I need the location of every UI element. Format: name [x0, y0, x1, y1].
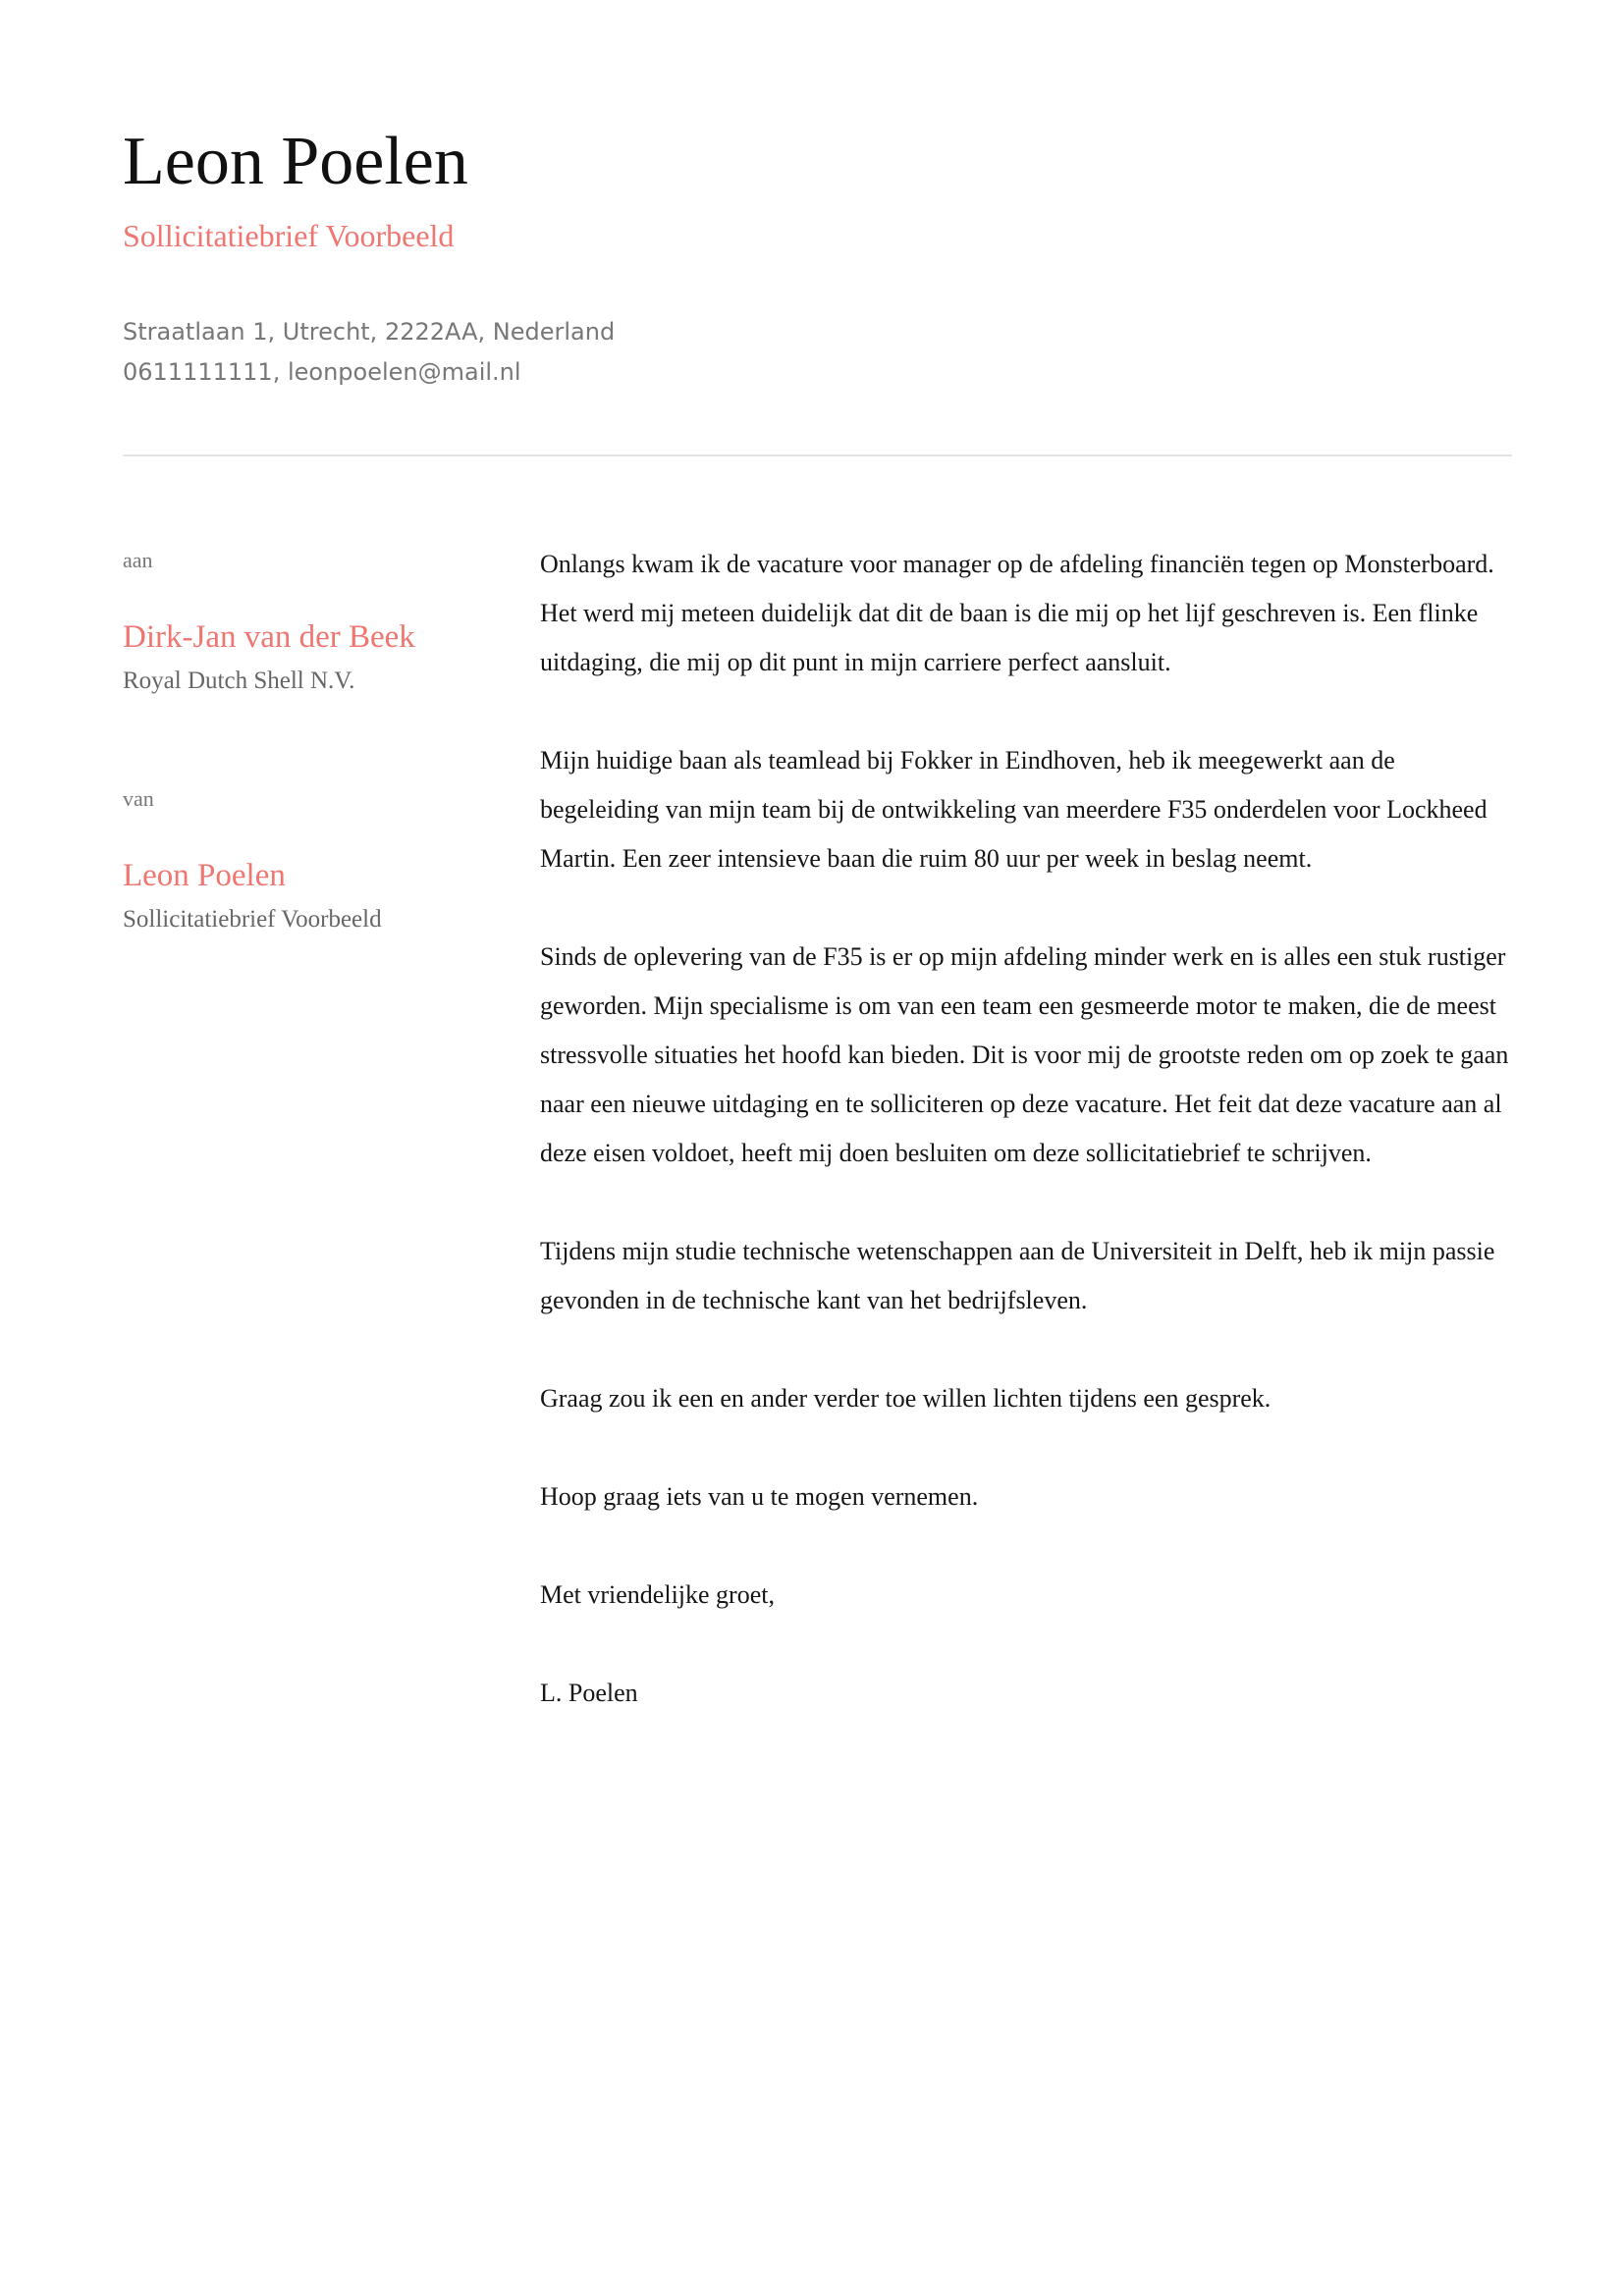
letter-paragraph: Mijn huidige baan als teamlead bij Fokker in Eindhoven, heb ik meegewerkt aan de begeleiding van mijn team bij de ontwikkeling van meerdere F35 onderdelen voor Lockheed Martin. Een zeer intensieve baan die ruim 80 uur per week in beslag neemt.	[540, 746, 1488, 873]
letter-greeting: Met vriendelijke groet,	[540, 1580, 775, 1609]
letter-signature: L. Poelen	[540, 1679, 638, 1707]
letter-paragraph: Tijdens mijn studie technische wetenschappen aan de Universiteit in Delft, heb ik mijn passie gevonden in de technische kant van het bedrijfsleven.	[540, 1237, 1495, 1314]
letter-paragraph: Onlangs kwam ik de vacature voor manager op de afdeling financiën tegen op Monsterboard. Het werd mij meteen duidelijk dat dit de baan is die mij op het lijf geschreven is. Een flinke uitdaging, die mij op dit punt in mijn carriere perfect aansluit.	[540, 550, 1494, 676]
phone-email-line: 0611111111, leonpoelen@mail.nl	[123, 358, 521, 386]
sender-block	[123, 784, 515, 936]
recipient-company: Royal Dutch Shell N.V.	[123, 667, 355, 694]
sender-label: van	[123, 786, 154, 811]
recipient-name: Dirk-Jan van der Beek	[123, 619, 415, 655]
recipient-block	[123, 546, 515, 698]
applicant-name: Leon Poelen	[123, 124, 468, 199]
letter-paragraph: Hoop graag iets van u te mogen vernemen.	[540, 1482, 979, 1511]
sender-subtitle: Sollicitatiebrief Voorbeeld	[123, 906, 382, 933]
correspondence-sidebar	[123, 546, 515, 936]
letter-paragraph: Graag zou ik een en ander verder toe willen lichten tijdens een gesprek.	[540, 1384, 1271, 1413]
letter-body	[540, 540, 1514, 1767]
address-line: Straatlaan 1, Utrecht, 2222AA, Nederland	[123, 318, 616, 346]
recipient-label: aan	[123, 548, 153, 572]
document-subtitle: Sollicitatiebrief Voorbeeld	[123, 218, 455, 253]
header-divider	[123, 454, 1512, 456]
sender-name: Leon Poelen	[123, 858, 286, 893]
letter-paragraph: Sinds de oplevering van de F35 is er op mijn afdeling minder werk en is alles een stuk rustiger geworden. Mijn specialisme is om van een team een gesmeerde motor te maken, die de meest stressvolle situaties het hoofd kan bieden. Dit is voor mij de grootste reden om op zoek te gaan naar een nieuwe uitdaging en te solliciteren op deze vacature. Het feit dat deze vacature aan al deze eisen voldoet, heeft mij doen besluiten om deze sollicitatiebrief te schrijven.	[540, 942, 1509, 1167]
letter-header	[123, 118, 1517, 393]
contact-details	[123, 312, 1517, 393]
